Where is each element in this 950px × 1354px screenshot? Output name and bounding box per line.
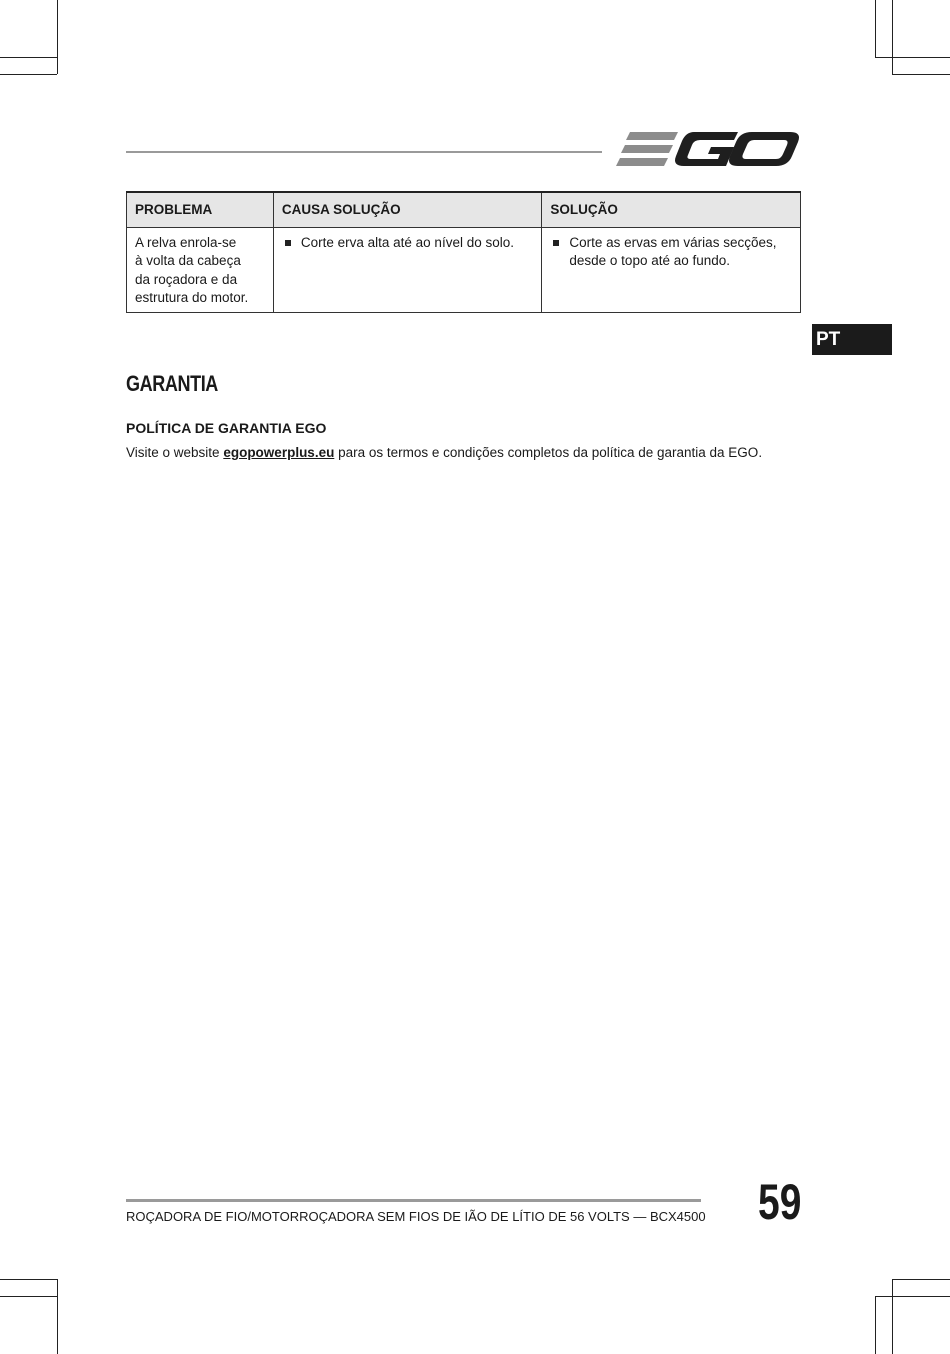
header-rule xyxy=(126,151,602,153)
problem-line: A relva enrola-se xyxy=(135,234,237,250)
ego-logo xyxy=(616,128,800,172)
problem-line: à volta da cabeça xyxy=(135,253,241,268)
crop-mark xyxy=(875,1296,876,1354)
crop-mark xyxy=(57,0,58,74)
cause-text: Corte erva alta até ao nível do solo. xyxy=(300,234,514,250)
column-header-problem: PROBLEMA xyxy=(127,192,274,227)
warranty-text-after: para os termos e condições completos da política de garantia da EGO. xyxy=(334,445,763,460)
crop-mark xyxy=(57,1279,58,1354)
table-row xyxy=(127,227,801,312)
solution-line: desde o topo até ao fundo. xyxy=(569,253,731,268)
solution-line: Corte as ervas em várias secções, xyxy=(569,234,777,250)
column-header-solution: SOLUÇÃO xyxy=(542,192,801,227)
problem-line: estrutura do motor. xyxy=(135,290,249,305)
troubleshooting-table xyxy=(126,191,801,313)
column-header-cause: CAUSA SOLUÇÃO xyxy=(273,192,542,227)
language-tab: PT xyxy=(812,324,892,355)
warranty-website-link[interactable]: egopowerplus.eu xyxy=(223,445,335,460)
crop-mark xyxy=(892,1279,893,1354)
crop-mark xyxy=(875,57,950,58)
warranty-text-before: Visite o website xyxy=(126,445,224,460)
table-header-row xyxy=(127,192,801,227)
crop-mark xyxy=(0,57,57,58)
problem-cell xyxy=(127,227,274,312)
crop-mark xyxy=(875,1296,950,1297)
page-number: 59 xyxy=(758,1174,802,1230)
bullet-square-icon xyxy=(285,240,291,246)
crop-mark xyxy=(0,1296,57,1297)
section-subtitle: POLÍTICA DE GARANTIA EGO xyxy=(126,420,327,436)
crop-mark xyxy=(0,1279,57,1280)
crop-mark xyxy=(892,74,950,75)
warranty-text xyxy=(126,445,762,460)
cause-cell xyxy=(273,227,542,312)
solution-cell xyxy=(542,227,801,312)
crop-mark xyxy=(892,0,893,74)
footer-title: ROÇADORA DE FIO/MOTORROÇADORA SEM FIOS DE IÃO DE LÍTIO DE 56 VOLTS — BCX4500 xyxy=(126,1209,706,1224)
bullet-square-icon xyxy=(553,240,559,246)
crop-mark xyxy=(892,1279,950,1280)
section-title: GARANTIA xyxy=(126,371,218,396)
footer-rule xyxy=(126,1199,701,1202)
crop-mark xyxy=(875,0,876,57)
crop-mark xyxy=(0,74,57,75)
problem-line: da roçadora e da xyxy=(135,271,238,287)
